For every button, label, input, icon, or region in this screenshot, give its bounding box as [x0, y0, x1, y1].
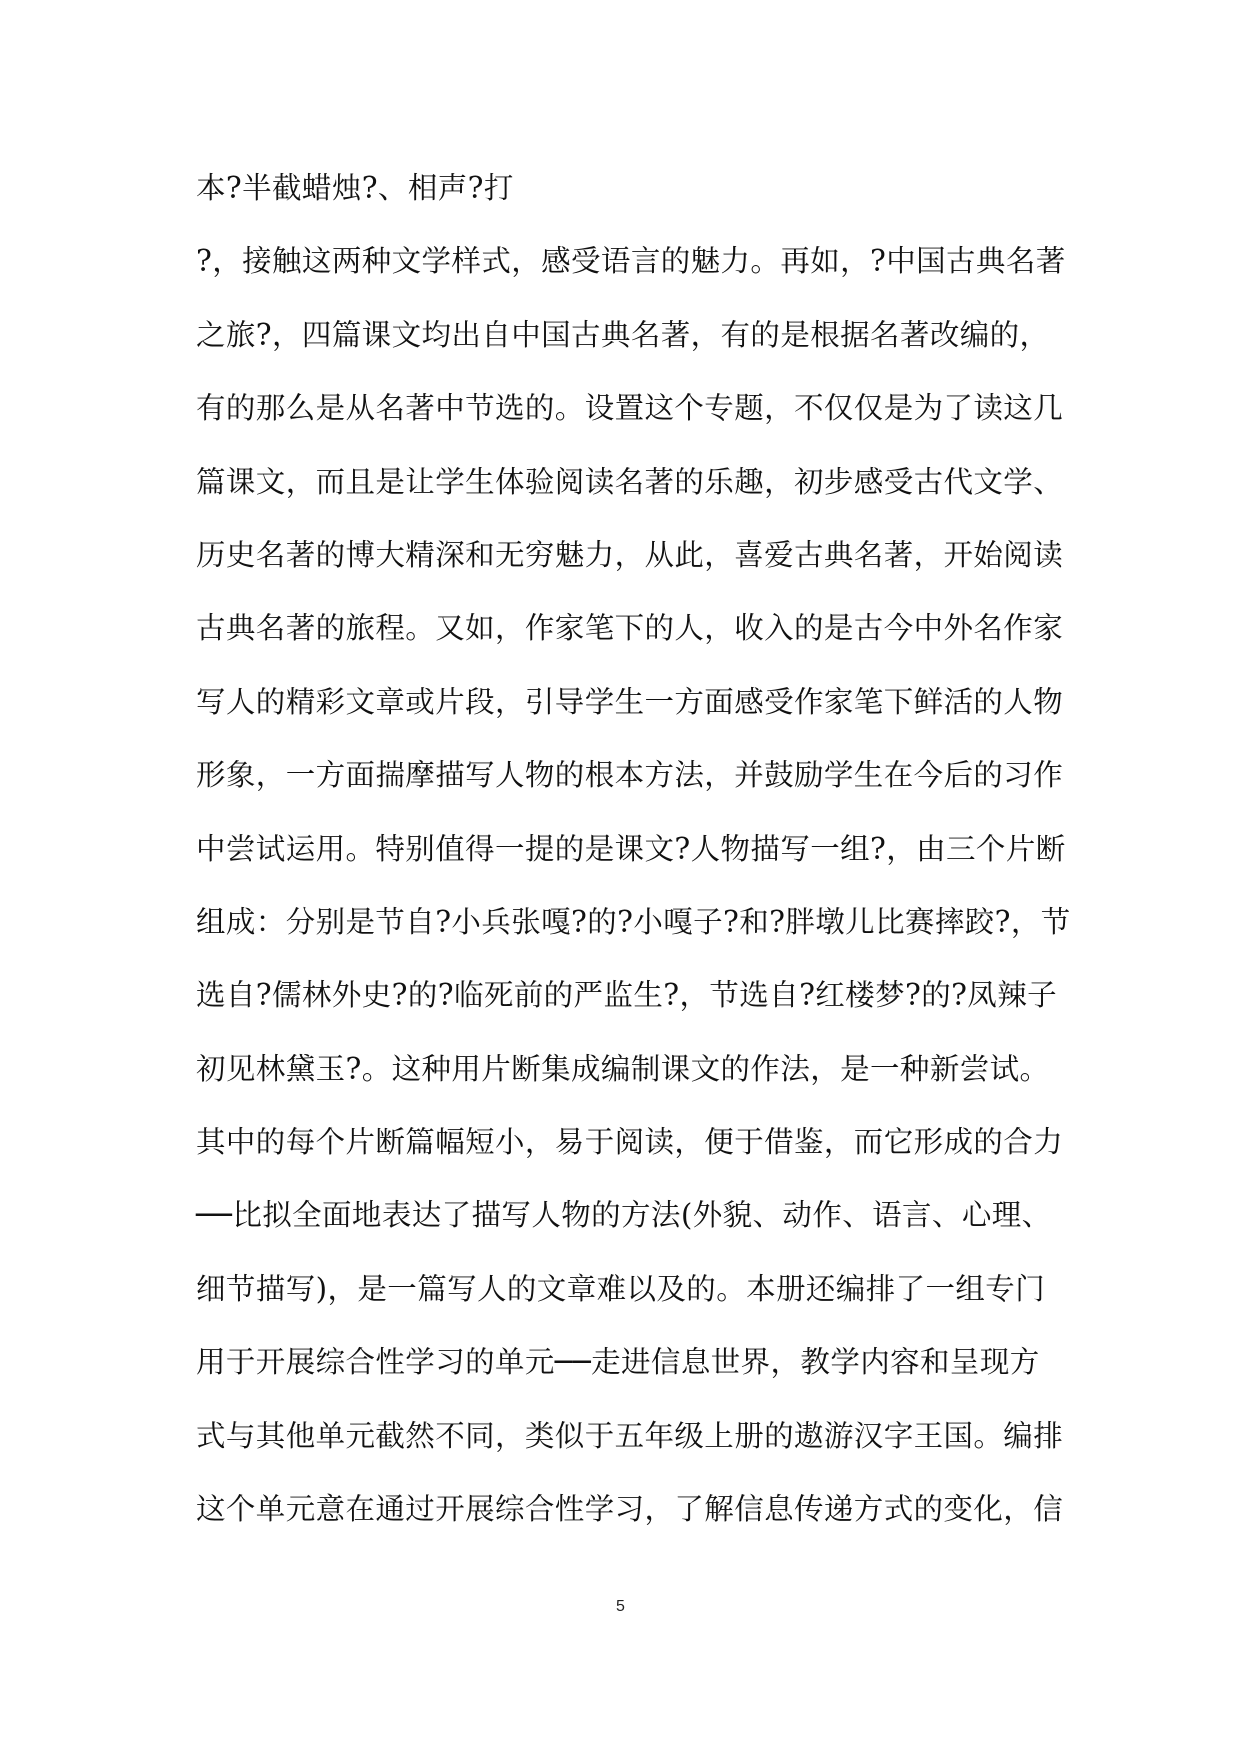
page-number: 5 [616, 1598, 625, 1615]
text-line: 初见林黛玉?。这种用片断集成编制课文的作法，是一种新尝试。 [196, 1051, 1050, 1086]
text-line: 写人的精彩文章或片段，引导学生一方面感受作家笔下鲜活的人物 [196, 684, 1064, 719]
text-line: ──比拟全面地表达了描写人物的方法(外貌、动作、语言、心理、 [196, 1198, 1052, 1233]
text-line: 之旅?，四篇课文均出自中国古典名著，有的是根据名著改编的， [196, 317, 1050, 352]
text-line: 组成：分别是节自?小兵张嘎?的?小嘎子?和?胖墩儿比赛摔跤?，节 [196, 904, 1071, 939]
text-line: 历史名著的博大精深和无穷魅力，从此，喜爱古典名著，开始阅读 [196, 537, 1064, 572]
text-line: 其中的每个片断篇幅短小，易于阅读，便于借鉴，而它形成的合力 [196, 1125, 1064, 1160]
body-text [196, 152, 1071, 1546]
text-line: 形象，一方面揣摩描写人物的根本方法，并鼓励学生在今后的习作 [196, 758, 1064, 793]
text-line: 式与其他单元截然不同，类似于五年级上册的遨游汉字王国。编排 [196, 1418, 1064, 1453]
text-line: 篇课文，而且是让学生体验阅读名著的乐趣，初步感受古代文学、 [196, 464, 1064, 499]
text-line: 选自?儒林外史?的?临死前的严监生?，节选自?红楼梦?的?凤辣子 [196, 978, 1058, 1013]
text-line: 细节描写)，是一篇写人的文章难以及的。本册还编排了一组专门 [196, 1271, 1046, 1306]
text-line: 古典名著的旅程。又如，作家笔下的人，收入的是古今中外名作家 [196, 611, 1064, 646]
text-line: 这个单元意在通过开展综合性学习，了解信息传递方式的变化，信 [196, 1492, 1064, 1527]
text-line: 本?半截蜡烛?、相声?打 [196, 171, 514, 205]
text-line: 有的那么是从名著中节选的。设置这个专题，不仅仅是为了读这几 [196, 391, 1064, 426]
text-line: ?，接触这两种文学样式，感受语言的魅力。再如，?中国古典名著 [196, 244, 1066, 279]
text-line: 中尝试运用。特别值得一提的是课文?人物描写一组?，由三个片断 [196, 831, 1066, 866]
text-line: 用于开展综合性学习的单元──走进信息世界，教学内容和呈现方 [196, 1345, 1040, 1380]
